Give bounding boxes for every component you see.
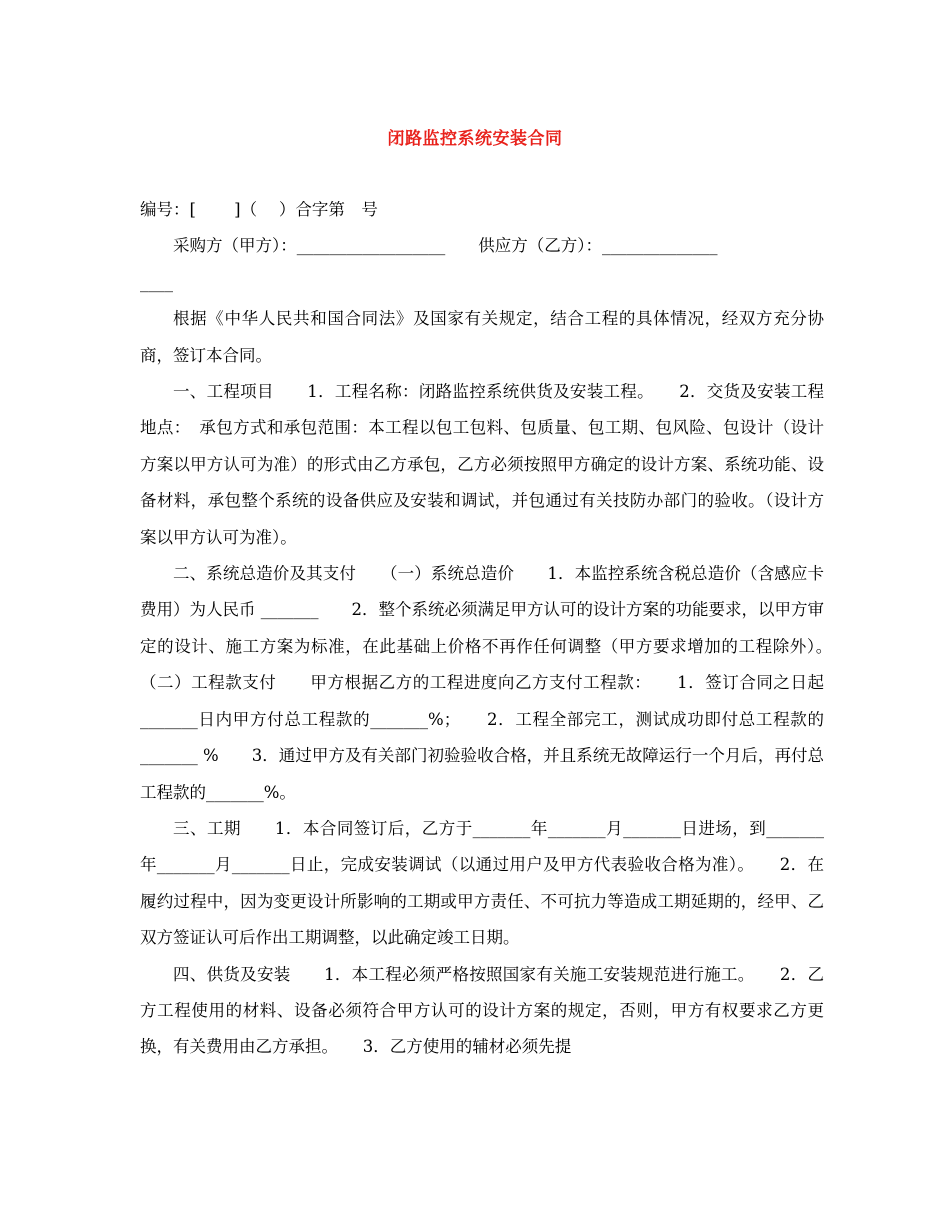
paragraph-preamble: 根据《中华人民共和国合同法》及国家有关规定，结合工程的具体情况，经双方充分协商，签订本合同。 (140, 309, 824, 365)
paragraph-section-4-supply-install: 四、供货及安装 1．本工程必须严格按照国家有关施工安装规范进行施工。 2．乙方工程使用的材料、设备必须符合甲方认可的设计方案的规定，否则，甲方有权要求乙方更换，有关费用由乙方承担。 3．乙方使用的辅材必须先提 (140, 964, 824, 1057)
paragraph-section-1-project: 一、工程项目 1．工程名称：闭路监控系统供货及安装工程。 2．交货及安装工程地点： 承包方式和承包范围：本工程以包工包料、包质量、包工期、包风险、包设计（设计方案以甲方认可为准）的形式由乙方承包，乙方必须按照甲方确定的设计方案、系统功能、设备材料，承包整个系统的设备供应及安装和调试，并包通过有关技防办部门的验收。（设计方案以甲方认可为准）。 (140, 382, 824, 547)
parties-line-tail: ____ (140, 272, 173, 292)
paragraph-section-2-price-payment: 二、系统总造价及其支付 （一）系统总造价 1．本监控系统含税总造价（含感应卡费用）为人民币 _______ 2．整个系统必须满足甲方认可的设计方案的功能要求，以甲方审定的设计、施工方案为标准，在此基础上价格不再作任何调整（甲方要求增加的工程除外）。 （二）工程款支付 甲方根据乙方的工程进度向乙方支付工程款： 1．签订合同之日起_______日内甲方付总工程款的_______%； 2．工程全部完工，测试成功即付总工程款的_______ % 3．通过甲方及有关部门初验验收合格，并且系统无故障运行一个月后，再付总工程款的_______%。 (140, 564, 857, 802)
parties-line: 采购方（甲方）：__________________ 供应方（乙方）：______________ (140, 236, 718, 256)
document-title: 闭路监控系统安装合同 (387, 129, 563, 149)
contract-number-line: 编号：[ ]（ ）合字第 号 (140, 200, 378, 219)
document-body (140, 192, 857, 1066)
paragraph-section-3-schedule: 三、工期 1．本合同签订后，乙方于_______年_______月_______日进场，到_______年_______月_______日止，完成安装调试（以通过用户及甲方代表验收合格为准）。 2．在履约过程中，因为变更设计所影响的工期或甲方责任、不可抗力等造成工期延期的，经甲、乙双方签证认可后作出工期调整，以此确定竣工日期。 (140, 818, 824, 948)
